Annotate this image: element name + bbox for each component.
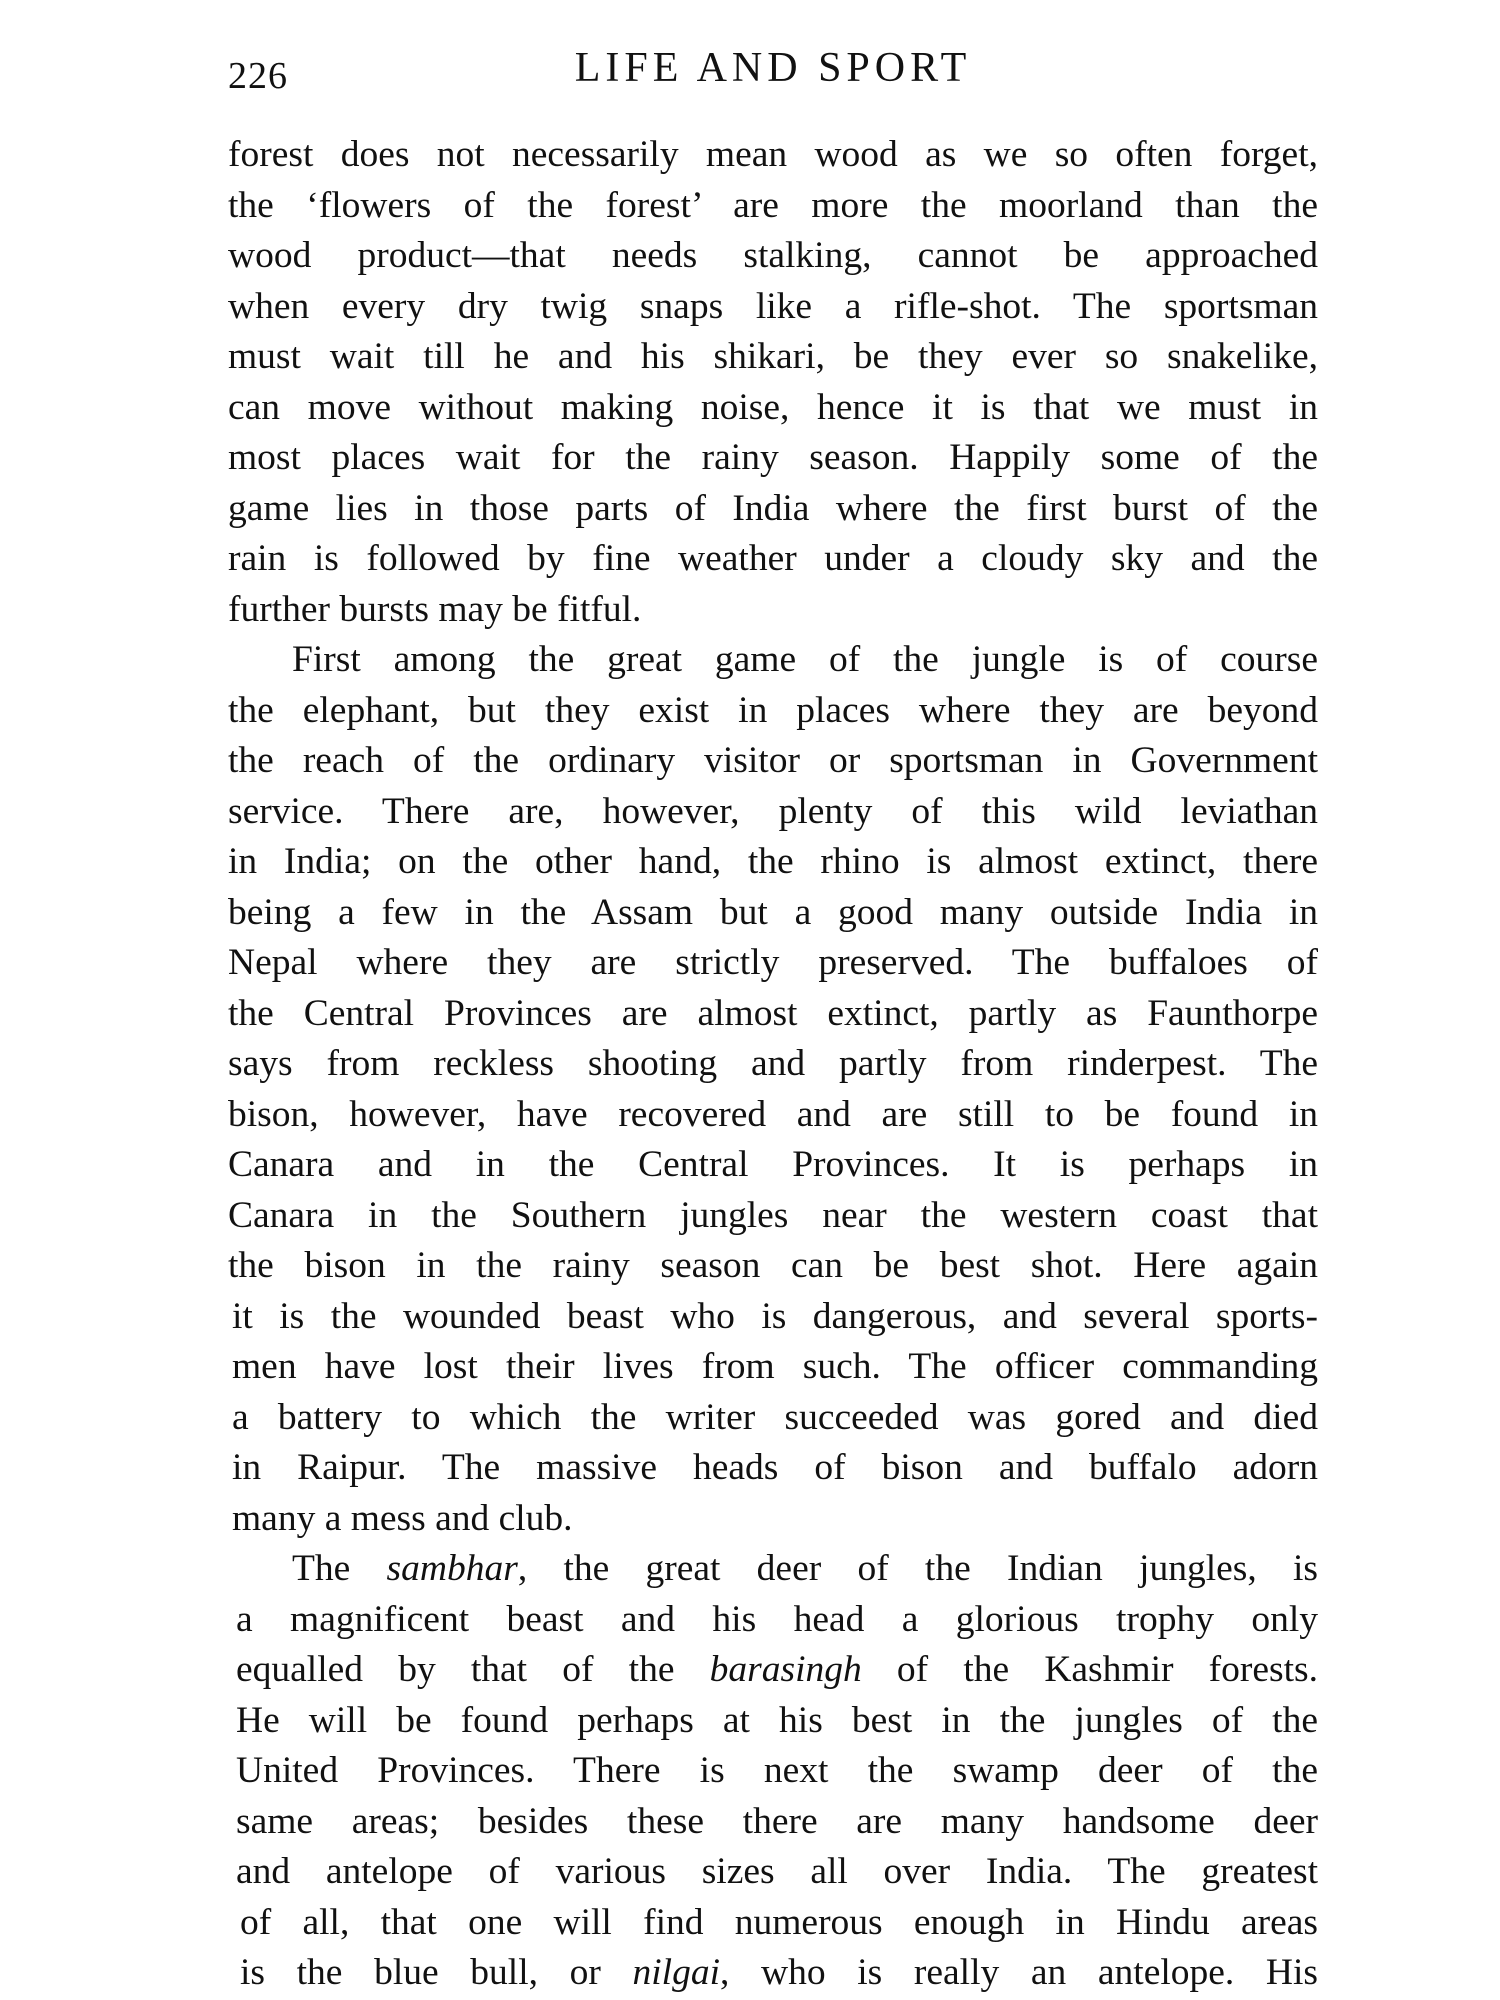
text-line: He will be found perhaps at his best in the jungles of the: [236, 1699, 1318, 1741]
text-line: Canara in the Southern jungles near the western coast that: [228, 1194, 1318, 1236]
italic-term: nilgai: [632, 1952, 721, 1993]
text-line: Canara and in the Central Provinces. It is perhaps in: [228, 1144, 1318, 1185]
text-line: says from reckless shooting and partly from rinderpest. The: [228, 1043, 1318, 1084]
italic-term: barasingh: [709, 1649, 862, 1690]
text-line: most places wait for the rainy season. Happily some of the: [228, 437, 1318, 478]
text-line: rain is followed by fine weather under a cloudy sky and the: [228, 538, 1318, 579]
running-head: [228, 40, 1318, 100]
paragraph-3: [228, 1544, 1318, 1999]
text-line: when every dry twig snaps like a rifle-shot. The sportsman: [228, 285, 1318, 327]
text-line: wood product—that needs stalking, cannot be approached: [228, 235, 1318, 276]
text-line: can move without making noise, hence it is that we must in: [228, 386, 1318, 428]
text-line: further bursts may be fitful.: [228, 588, 642, 630]
text-line: and antelope of various sizes all over India. The greatest: [236, 1851, 1318, 1892]
body-text: [228, 130, 1318, 1999]
text-line: the reach of the ordinary visitor or sportsman in Government: [228, 740, 1318, 781]
text-line: is the blue bull, or nilgai, who is really an antelope. His: [240, 1952, 1319, 1993]
text-line: men have lost their lives from such. The officer commanding: [232, 1346, 1318, 1387]
text-line: The sambhar, the great deer of the Indian jungles, is: [292, 1548, 1318, 1589]
text-line: United Provinces. There is next the swamp deer of the: [236, 1750, 1318, 1791]
text-line: same areas; besides these there are many handsome deer: [236, 1800, 1318, 1842]
page-number: 226: [228, 55, 288, 97]
text-line: a magnificent beast and his head a glorious trophy only: [236, 1598, 1318, 1640]
text-line: game lies in those parts of India where the first burst of the: [228, 487, 1318, 529]
text-line: it is the wounded beast who is dangerous, and several sports-: [232, 1295, 1318, 1337]
text-line: the Central Provinces are almost extinct, partly as Faunthorpe: [228, 992, 1318, 1034]
text-line: being a few in the Assam but a good many outside India in: [228, 891, 1318, 933]
text-line: Nepal where they are strictly preserved. The buffaloes of: [228, 942, 1318, 983]
text-line: the elephant, but they exist in places where they are beyond: [228, 689, 1318, 731]
text-line: a battery to which the writer succeeded was gored and died: [232, 1396, 1318, 1438]
text-line: in Raipur. The massive heads of bison and buffalo adorn: [232, 1447, 1318, 1488]
text-line: the ‘flowers of the forest’ are more the moorland than the: [228, 184, 1318, 226]
text-line: must wait till he and his shikari, be they ever so snakelike,: [228, 336, 1318, 377]
text-line: in India; on the other hand, the rhino is almost extinct, there: [228, 841, 1318, 882]
text-line: First among the great game of the jungle is of course: [292, 639, 1318, 680]
text-line: the bison in the rainy season can be best shot. Here again: [228, 1245, 1318, 1286]
text-line: forest does not necessarily mean wood as we so often forget,: [228, 134, 1318, 175]
text-line: of all, that one will find numerous enough in Hindu areas: [240, 1901, 1318, 1943]
text-line: service. There are, however, plenty of this wild leviathan: [228, 790, 1318, 832]
text-line: bison, however, have recovered and are still to be found in: [228, 1093, 1318, 1135]
text-line: many a mess and club.: [232, 1497, 573, 1539]
running-title: LIFE AND SPORT: [574, 45, 972, 91]
italic-term: sambhar: [386, 1548, 518, 1589]
paragraph-1: [228, 130, 1318, 635]
paragraph-2: [228, 635, 1318, 1544]
text-line: equalled by that of the barasingh of the Kashmir forests.: [236, 1649, 1318, 1690]
